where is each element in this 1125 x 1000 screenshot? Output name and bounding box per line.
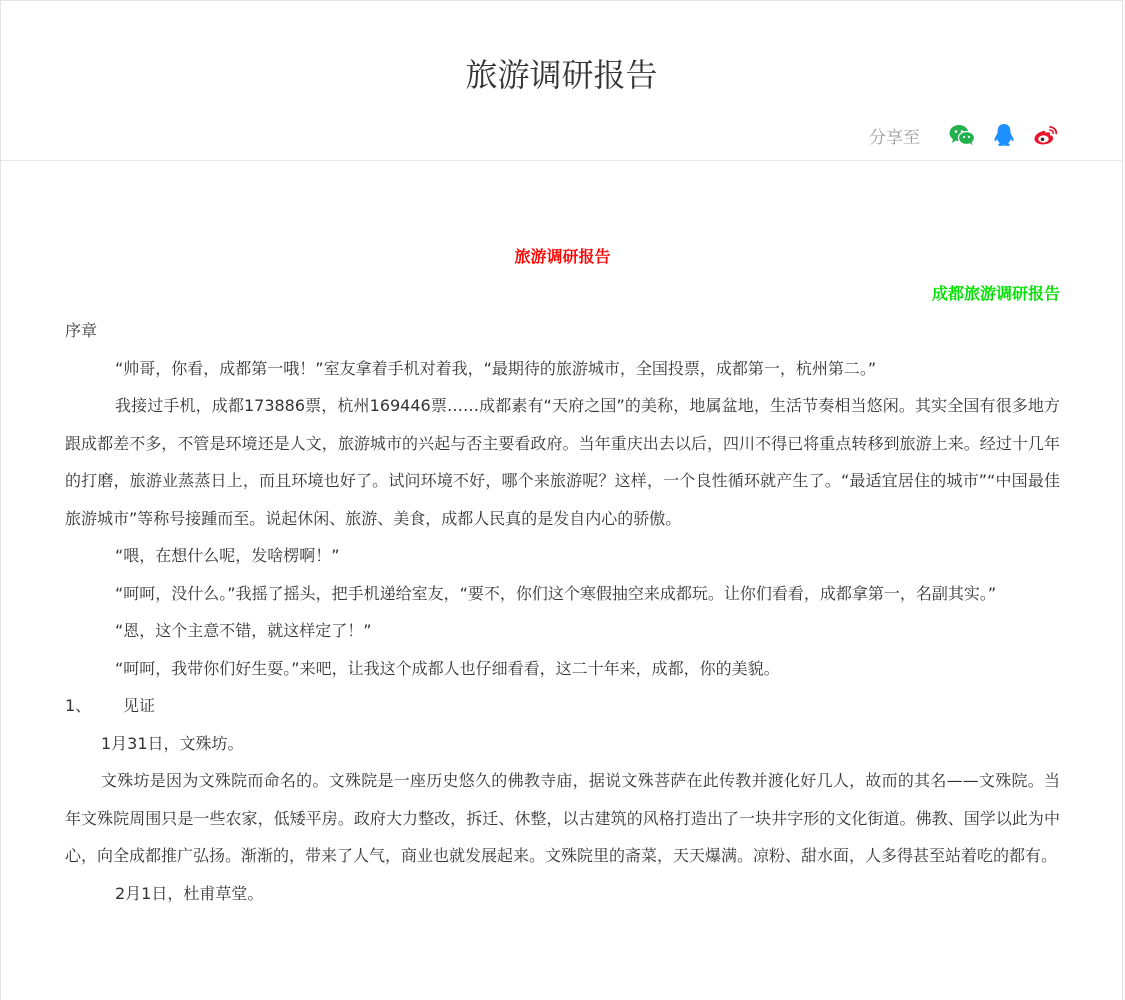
article-subtitle: 成都旅游调研报告 [931, 284, 1060, 303]
section-title: 见证 [123, 696, 156, 715]
paragraph: “恩，这个主意不错，就这样定了！” [115, 621, 372, 640]
paragraph: “呵呵，没什么。”我摇了摇头，把手机递给室友，“要不，你们这个寒假抽空来成都玩。让你们看看，成都拿第一，名副其实。” [115, 583, 997, 603]
page-title: 旅游调研报告 [465, 56, 658, 94]
qq-share-button[interactable] [990, 121, 1018, 149]
page-header [1, 1, 1122, 161]
preface-label: 序章 [65, 321, 98, 340]
share-label: 分享至 [869, 127, 920, 148]
paragraph: 文殊坊是因为文殊院而命名的。文殊院是一座历史悠久的佛教寺庙，据说文殊菩萨在此传教并渡化好几人，故而的其名——文殊院。当年文殊院周围只是一些农家，低矮平房。政府大力整改，拆迁、休整，以古建筑的风格打造出了一块井字形的文化街道。佛教、国学以此为中心，向全成都推广弘扬。渐渐的，带来了人气，商业也就发展起来。文殊院里的斋菜，天天爆满。凉粉、甜水面，人多得甚至站着吃的都有。 [65, 771, 1060, 865]
qq-icon [993, 123, 1015, 147]
article-body [1, 238, 1122, 912]
weibo-share-button[interactable] [1032, 121, 1060, 149]
paragraph: 2月1日，杜甫草堂。 [115, 883, 264, 903]
paragraph: “帅哥，你看，成都第一哦！”室友拿着手机对着我，“最期待的旅游城市，全国投票，成都第一，杭州第二。” [115, 358, 877, 378]
section-number: 1、 [65, 696, 92, 715]
article-title: 旅游调研报告 [514, 247, 611, 266]
paragraph: 我接过手机，成都173886票，杭州169446票……成都素有“天府之国”的美称，地属盆地，生活节奏相当悠闲。其实全国有很多地方跟成都差不多，不管是环境还是人文，旅游城市的兴起与否主要看政府。当年重庆出去以后，四川不得已将重点转移到旅游上来。经过十几年的打磨，旅游业蒸蒸日上，而且环境也好了。试问环境不好，哪个来旅游呢？这样，一个良性循环就产生了。“最适宜居住的城市”“中国最佳旅游城市”等称号接踵而至。说起休闲、旅游、美食，成都人民真的是发自内心的骄傲。 [65, 396, 1060, 528]
paragraph: “喂，在想什么呢，发啥楞啊！” [115, 546, 340, 565]
wechat-icon [949, 124, 975, 146]
wechat-share-button[interactable] [948, 121, 976, 149]
section-heading [65, 687, 1060, 725]
paragraph: 1月31日，文殊坊。 [101, 733, 244, 753]
share-bar [869, 121, 1060, 149]
paragraph: “呵呵，我带你们好生耍。”来吧，让我这个成都人也仔细看看，这二十年来，成都，你的美貌。 [115, 658, 780, 678]
weibo-icon [1033, 124, 1059, 146]
